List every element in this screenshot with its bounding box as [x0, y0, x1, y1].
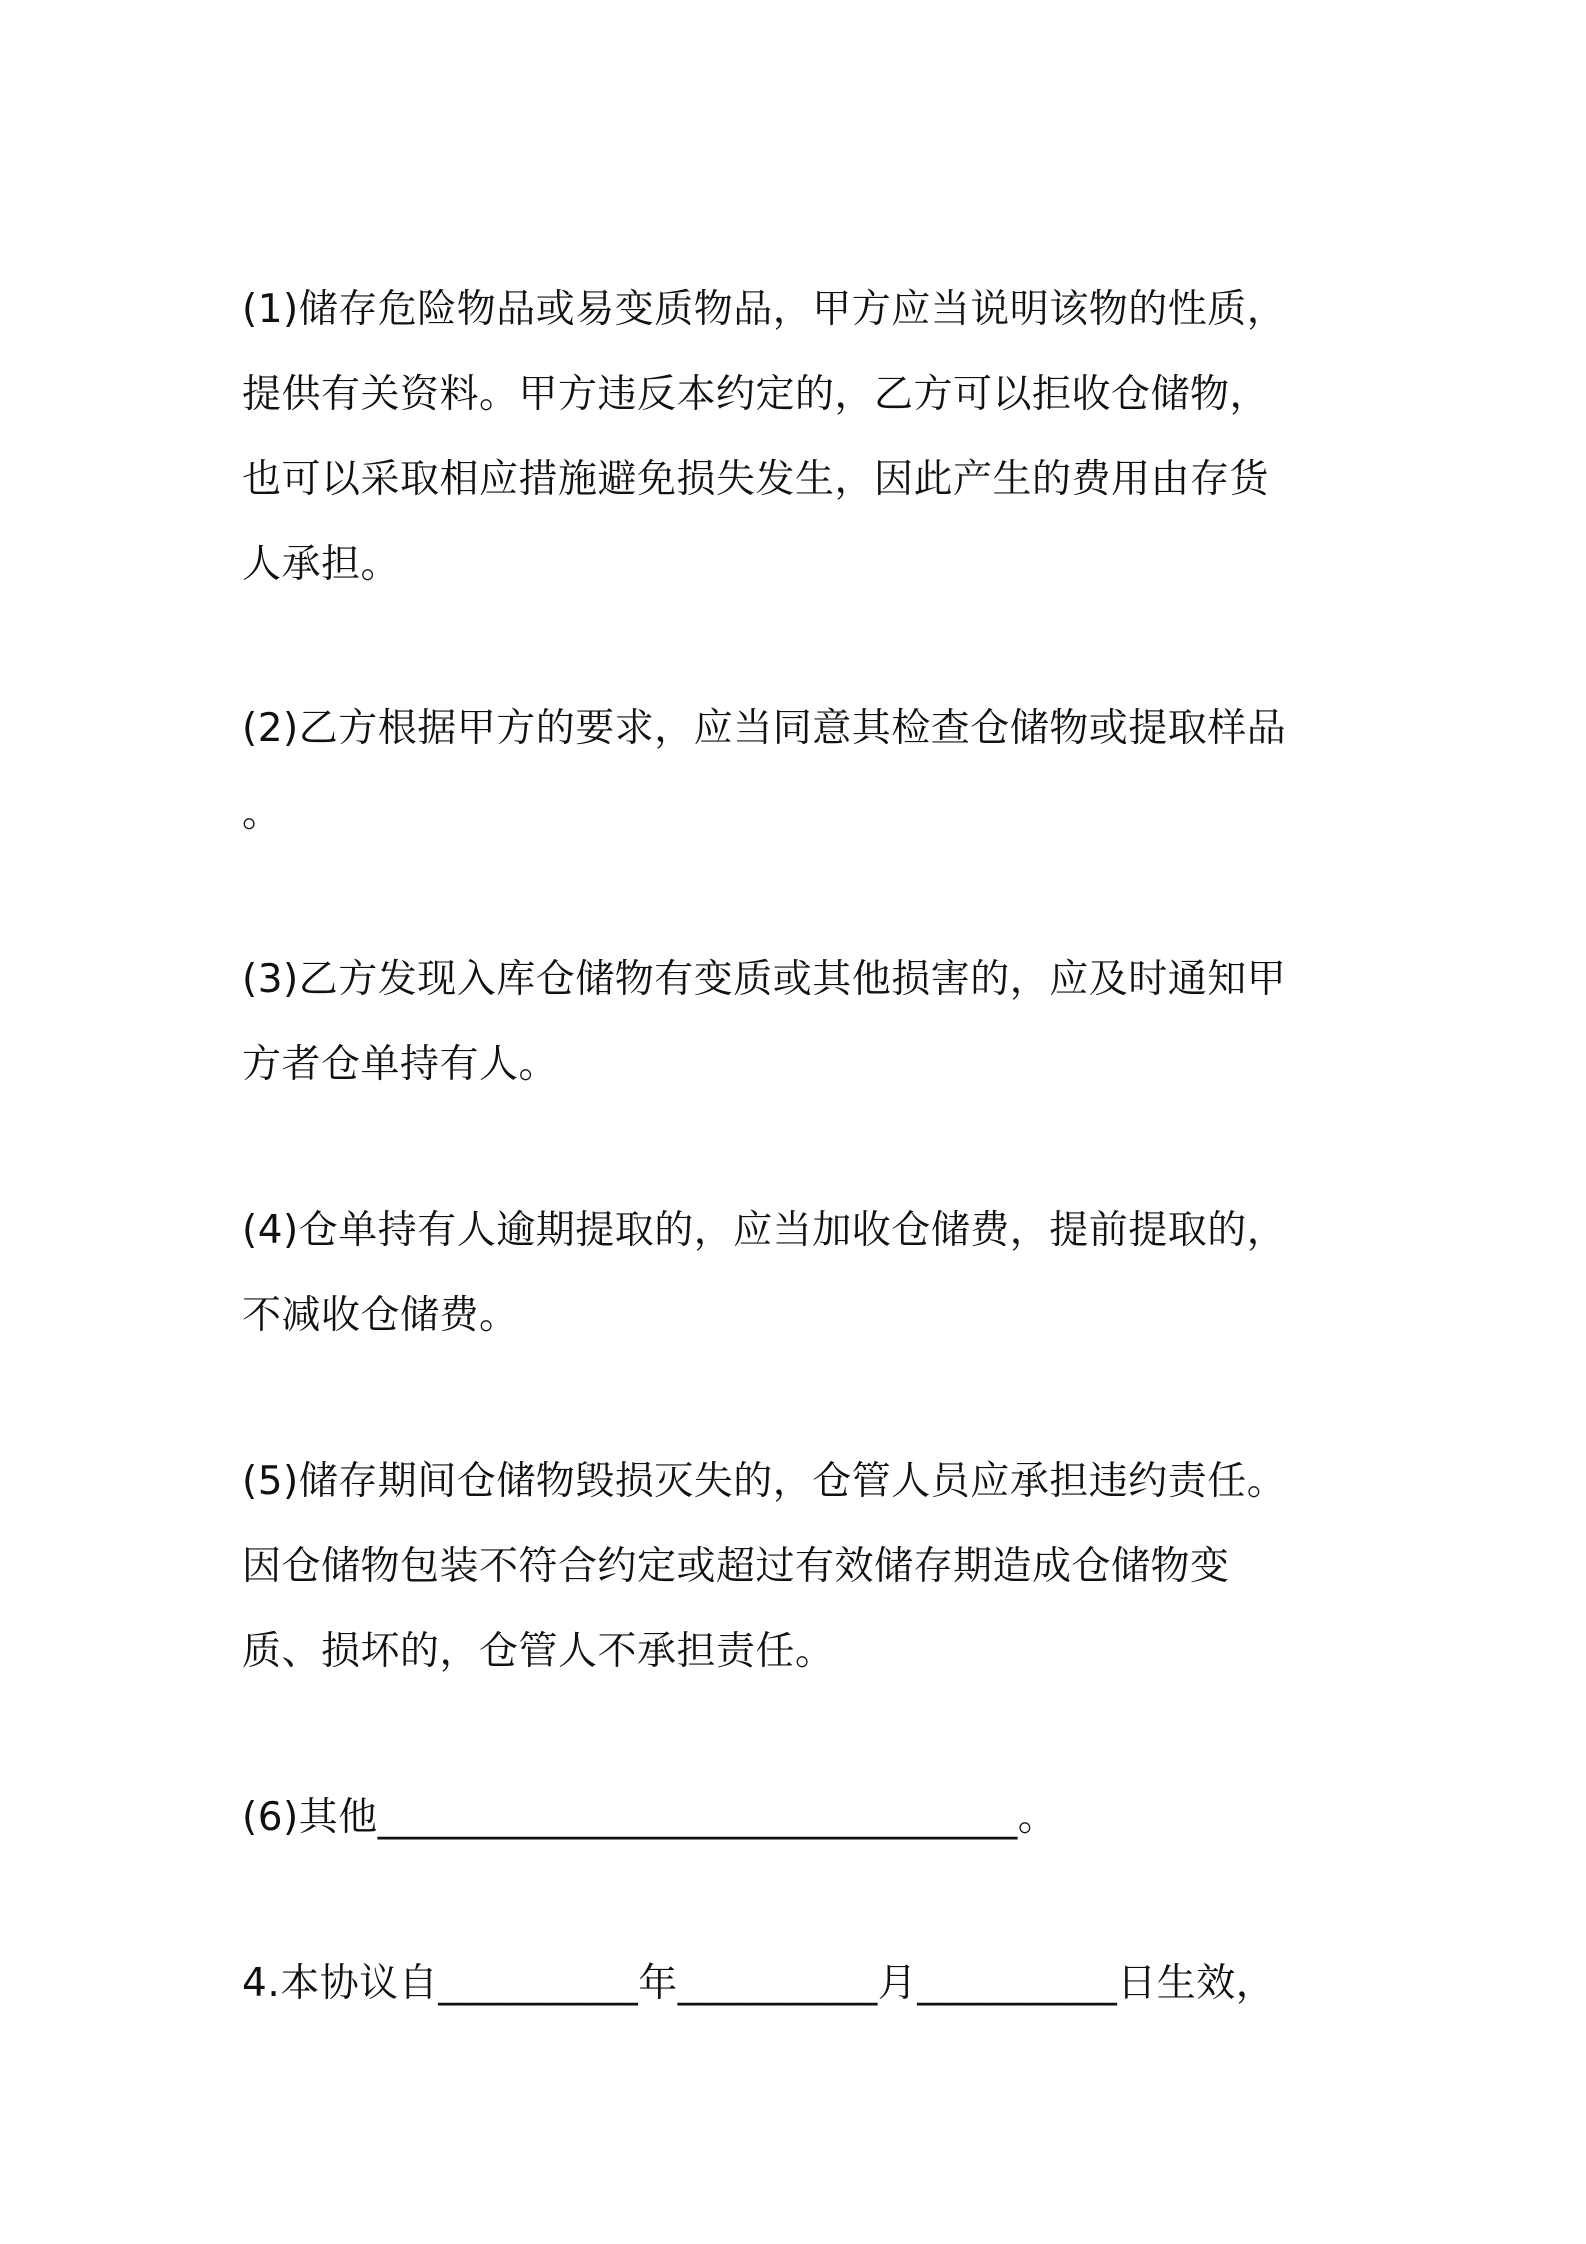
clause-1-line-4: 人承担。	[242, 542, 401, 587]
item-4-effective-date: 4.本协议自__________年__________月__________日生效，	[242, 1961, 1276, 2006]
clause-1-line-3: 也可以采取相应措施避免损失发生，因此产生的费用由存货	[242, 457, 1270, 502]
clause-6-line-1: (6)其他________________________________。	[242, 1795, 1058, 1840]
clause-3-line-2: 方者仓单持有人。	[242, 1042, 559, 1087]
clause-1-line-2: 提供有关资料。甲方违反本约定的，乙方可以拒收仓储物，	[242, 372, 1270, 417]
clause-5-line-3: 质、损坏的，仓管人不承担责任。	[242, 1629, 835, 1674]
clause-4-line-2: 不减收仓储费。	[242, 1293, 519, 1338]
clause-1-line-1: (1)储存危险物品或易变质物品，甲方应当说明该物的性质，	[242, 287, 1287, 332]
clause-2-line-1: (2)乙方根据甲方的要求，应当同意其检查仓储物或提取样品	[242, 706, 1287, 751]
clause-5-line-2: 因仓储物包装不符合约定或超过有效储存期造成仓储物变	[242, 1544, 1230, 1589]
clause-3-line-1: (3)乙方发现入库仓储物有变质或其他损害的，应及时通知甲	[242, 957, 1287, 1002]
clause-4-line-1: (4)仓单持有人逾期提取的，应当加收仓储费，提前提取的，	[242, 1208, 1287, 1253]
clause-2-line-2: 。	[242, 791, 282, 836]
clause-5-line-1: (5)储存期间仓储物毁损灭失的，仓管人员应承担违约责任。	[242, 1459, 1287, 1504]
